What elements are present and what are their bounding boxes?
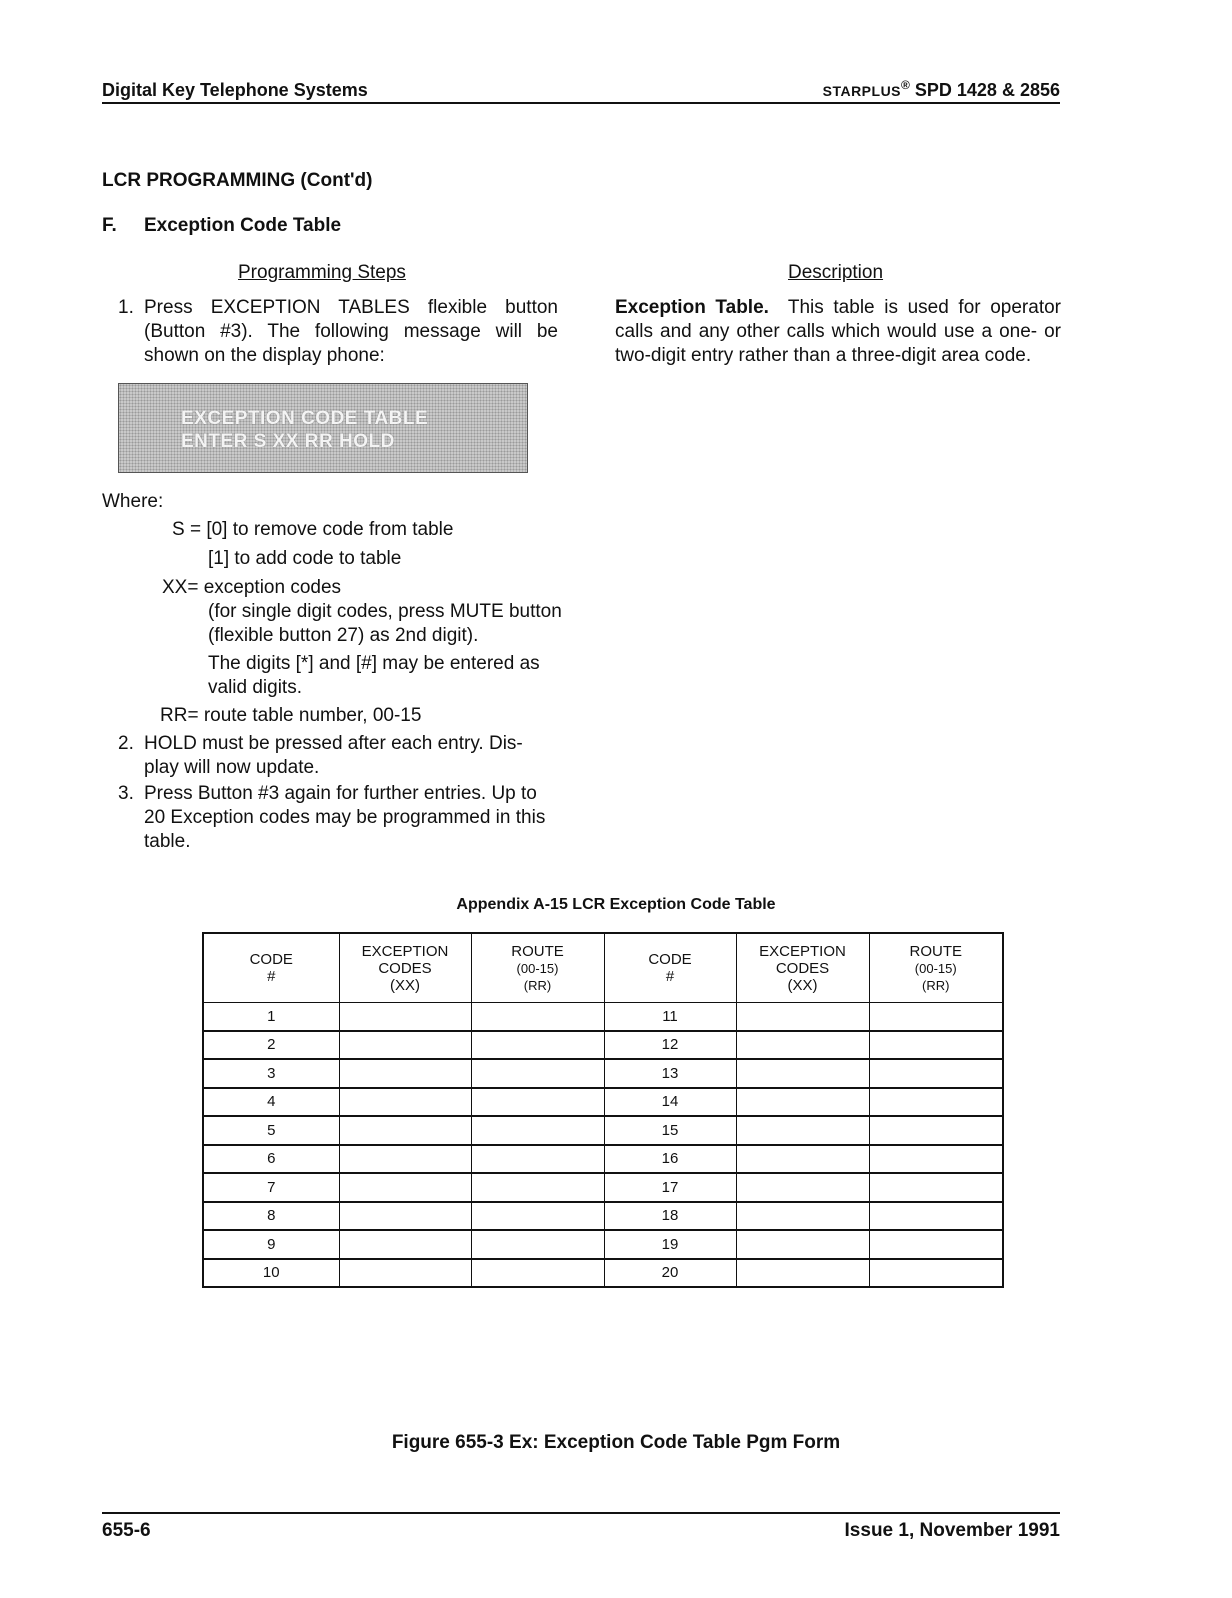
header-brand: STARPLUS (822, 83, 902, 99)
code-number-cell: 17 (604, 1173, 736, 1202)
header-exc-2-text-3: (XX) (787, 976, 818, 994)
step-2-number: 2. (118, 733, 134, 754)
table-row (203, 1173, 1003, 1202)
step-2-line-1: HOLD must be pressed after each entry. Dis- (144, 733, 523, 754)
route-entry[interactable] (471, 1259, 604, 1288)
table-row (203, 1230, 1003, 1259)
header-exc-text-3: (XX) (390, 976, 420, 994)
code-number-cell: 7 (203, 1173, 339, 1202)
exception-code-entry[interactable] (736, 1145, 869, 1174)
code-number-cell: 1 (203, 1003, 339, 1031)
table-row (203, 1003, 1003, 1031)
lcd-line-2: ENTER S XX RR HOLD (181, 431, 395, 452)
step-2-line-2: play will now update. (144, 757, 320, 778)
step-1-line-3: shown on the display phone: (144, 345, 385, 366)
header-left: Digital Key Telephone Systems (102, 80, 368, 100)
column-heading-steps: Programming Steps (238, 262, 406, 283)
header-exception-codes (339, 933, 471, 1003)
code-number-cell: 15 (604, 1116, 736, 1145)
page-header (102, 80, 1060, 104)
where-xx-line-3: (flexible button 27) as 2nd digit). (208, 625, 479, 646)
header-code-2 (604, 933, 736, 1003)
exception-code-entry[interactable] (339, 1202, 471, 1231)
header-route-2-text-1: ROUTE (909, 942, 962, 960)
exception-code-entry[interactable] (339, 1003, 471, 1031)
where-xx-line-4: The digits [*] and [#] may be entered as (208, 653, 540, 674)
table-caption: Appendix A-15 LCR Exception Code Table (456, 896, 776, 913)
step-1-line-1: Press EXCEPTION TABLES flexible button (144, 297, 558, 318)
issue-date: Issue 1, November 1991 (844, 1520, 1060, 1541)
exception-code-entry[interactable] (736, 1059, 869, 1088)
description-line-2: calls and any other calls which would use a one- or (615, 321, 1061, 342)
section-letter: F. (102, 215, 117, 236)
route-entry[interactable] (869, 1202, 1003, 1231)
header-route-2-text-3: (RR) (922, 977, 950, 993)
column-heading-description: Description (788, 262, 884, 283)
header-route-2 (869, 933, 1003, 1003)
code-number-cell: 2 (203, 1031, 339, 1060)
route-entry[interactable] (471, 1088, 604, 1117)
route-entry[interactable] (471, 1003, 604, 1031)
step-3-number: 3. (118, 783, 134, 804)
table-row (203, 1059, 1003, 1088)
code-number-cell: 12 (604, 1031, 736, 1060)
page-footer (102, 1512, 1060, 1541)
code-number-cell: 4 (203, 1088, 339, 1117)
exception-code-entry[interactable] (736, 1173, 869, 1202)
description-bold: Exception Table. (615, 297, 769, 318)
where-xx-line-2: (for single digit codes, press MUTE button (208, 601, 562, 622)
header-code (203, 933, 339, 1003)
header-route-text-2: (00-15) (516, 960, 559, 976)
step-3 (118, 782, 568, 854)
code-number-cell: 5 (203, 1116, 339, 1145)
where-s-line-1: S = [0] to remove code from table (172, 519, 454, 540)
code-number-cell: 10 (203, 1259, 339, 1288)
step-1 (118, 296, 558, 368)
page-title: LCR PROGRAMMING (Cont'd) (102, 170, 373, 191)
page-number: 655-6 (102, 1520, 151, 1541)
header-right (823, 78, 1060, 101)
exception-code-entry[interactable] (339, 1116, 471, 1145)
step-1-line-2: (Button #3). The following message will be (144, 321, 558, 342)
table-row (203, 1145, 1003, 1174)
code-number-cell: 8 (203, 1202, 339, 1231)
route-entry[interactable] (869, 1116, 1003, 1145)
route-entry[interactable] (869, 1031, 1003, 1060)
header-reg-mark: ® (901, 78, 910, 92)
route-entry[interactable] (869, 1173, 1003, 1202)
exception-code-entry[interactable] (339, 1145, 471, 1174)
step-3-line-3: table. (144, 831, 191, 852)
table-row (203, 1116, 1003, 1145)
exception-code-entry[interactable] (736, 1259, 869, 1288)
exception-code-entry[interactable] (736, 1116, 869, 1145)
code-number-cell: 14 (604, 1088, 736, 1117)
header-exc-2-text-2: CODES (775, 959, 830, 977)
lcd-display (118, 383, 528, 473)
code-number-cell: 20 (604, 1259, 736, 1288)
header-route-text-3: (RR) (523, 977, 552, 993)
route-entry[interactable] (471, 1173, 604, 1202)
route-entry[interactable] (869, 1059, 1003, 1088)
code-number-cell: 16 (604, 1145, 736, 1174)
step-2 (118, 732, 548, 780)
route-entry[interactable] (869, 1230, 1003, 1259)
where-xx-line-5: valid digits. (208, 677, 302, 698)
header-route-text-1: ROUTE (511, 942, 564, 960)
header-code-text: CODE (249, 951, 293, 968)
exception-code-entry[interactable] (736, 1003, 869, 1031)
route-entry[interactable] (471, 1031, 604, 1060)
exception-code-entry[interactable] (339, 1173, 471, 1202)
section-heading (102, 215, 341, 237)
exception-code-entry[interactable] (736, 1031, 869, 1060)
code-number-cell: 11 (604, 1003, 736, 1031)
step-3-line-2: 20 Exception codes may be programmed in this (144, 807, 546, 828)
exception-code-entry[interactable] (339, 1259, 471, 1288)
header-route (471, 933, 604, 1003)
code-number-cell: 13 (604, 1059, 736, 1088)
table-row (203, 1202, 1003, 1231)
route-entry[interactable] (471, 1202, 604, 1231)
description-line-3: two-digit entry rather than a three-digit area code. (615, 345, 1032, 366)
exception-code-entry[interactable] (339, 1059, 471, 1088)
table-header-row (203, 933, 1003, 1003)
route-entry[interactable] (869, 1003, 1003, 1031)
where-s-line-2: [1] to add code to table (208, 548, 402, 569)
step-1-number: 1. (118, 297, 134, 318)
exception-code-entry[interactable] (736, 1202, 869, 1231)
exception-code-entry[interactable] (736, 1088, 869, 1117)
route-entry[interactable] (869, 1145, 1003, 1174)
description-text-1: This table is used for operator (787, 297, 1062, 318)
exception-code-entry[interactable] (339, 1230, 471, 1259)
route-entry[interactable] (471, 1145, 604, 1174)
code-number-cell: 3 (203, 1059, 339, 1088)
route-entry[interactable] (869, 1088, 1003, 1117)
code-number-cell: 19 (604, 1230, 736, 1259)
table-row (203, 1088, 1003, 1117)
exception-code-entry[interactable] (736, 1230, 869, 1259)
route-entry[interactable] (471, 1116, 604, 1145)
exception-code-entry[interactable] (339, 1088, 471, 1117)
table-row (203, 1031, 1003, 1060)
route-entry[interactable] (471, 1059, 604, 1088)
description-line-1 (615, 296, 1061, 320)
where-label: Where: (102, 491, 164, 512)
where-rr-line: RR= route table number, 00-15 (160, 705, 422, 726)
exception-code-entry[interactable] (339, 1031, 471, 1060)
header-exc-text-1: EXCEPTION (361, 942, 449, 960)
exception-code-form-table (202, 932, 1004, 1288)
step-3-line-1: Press Button #3 again for further entries. Up to (144, 783, 537, 804)
section-name: Exception Code Table (144, 215, 342, 236)
header-exc-2-text-1: EXCEPTION (759, 942, 846, 960)
lcd-line-1: EXCEPTION CODE TABLE (181, 408, 429, 429)
code-number-cell: 18 (604, 1202, 736, 1231)
table-row (203, 1259, 1003, 1288)
header-code-2-hash: # (665, 968, 675, 985)
description-block (615, 296, 1061, 368)
header-code-hash: # (267, 968, 276, 985)
header-exception-codes-2 (736, 933, 869, 1003)
header-model: SPD 1428 & 2856 (914, 80, 1060, 100)
code-number-cell: 9 (203, 1230, 339, 1259)
header-route-2-text-2: (00-15) (914, 960, 957, 976)
figure-caption: Figure 655-3 Ex: Exception Code Table Pgm Form (391, 1432, 841, 1453)
code-number-cell: 6 (203, 1145, 339, 1174)
route-entry[interactable] (869, 1259, 1003, 1288)
route-entry[interactable] (471, 1230, 604, 1259)
header-code-2-text: CODE (648, 951, 692, 968)
where-xx-line-1: XX= exception codes (162, 577, 342, 598)
header-exc-text-2: CODES (378, 959, 432, 977)
